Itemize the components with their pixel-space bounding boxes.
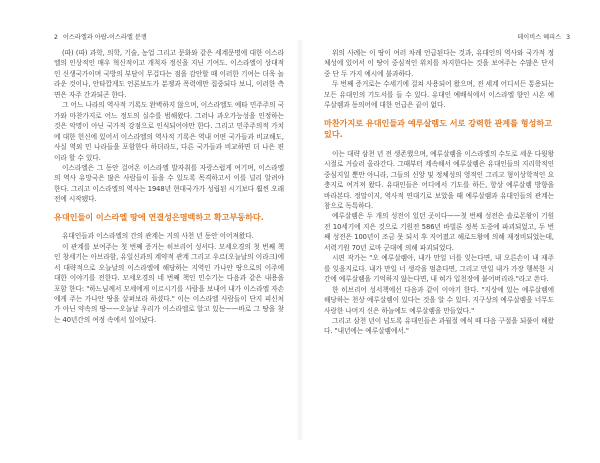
right-section-heading: 마찬가지로 유대인들과 예루살렘도 서로 강력한 관계를 형성하고 있다. (324, 117, 553, 140)
left-paragraph-1: (따) (따) 과학, 의학, 기술, 농업 그리고 문화와 같은 세계문명에 대한 이스라엘의 인상적인 매우 혁신적이고 개척자 정신을 지닌 기여도. 이스라엘이 상대적인 신생국가이며 국방의 부담이 무겁다는 점을 감안할 때 이러한 기여는 더욱 놀라운 것이나, 안타깝게도 언론보도가 분쟁과 폭력에만 집중되다 보니, 이러한 측면은 자주 간과되곤 한다. (54, 49, 284, 99)
right-paragraph-6: 한 히브리어 성서책에선 다음과 같이 이야기 한다. "지상에 있는 예루살렘에 해당하는 천상 예루살렘이 있다는 것을 알 수 있다. 지구상의 예루살렘을 너무도 사랑한 나머지 신은 하늘에도 예루살렘을 만들었다." (324, 285, 554, 315)
right-paragraph-4: 예루살렘은 두 개의 성전이 있던 곳이다——첫 번째 성전은 솔로몬왕이 기원전 10세기에 지은 것으로 기원전 586년 바빌론 정복 도중에 파괴되었고, 두 번째 성전은 100년이 조금 못 되서 후 지어졌고 헤로드왕에 의해 재정비되었는데, 서력기원 70년 로마 군대에 의해 파괴되었다. (324, 212, 554, 252)
left-paragraph-2: 그 어느 나라의 역사적 기록도 완벽하지 않으며, 이스라엘도 예타 민주주의 국가와 마찬가지로 어느 정도의 실수를 범해왔다. 그러나 과오가능성을 인정하는 것은 악명이 아닌 국가적 강점으로 인식되어야만 한다. 그리고 민주주의적 가치에 대한 헌신에 있어서 이스라엘의 역사적 기록은 역내 어떤 국가들과 비교해도, 사실 역외 민 나라들을 포함한다 하더라도, 다른 국가들과 비교하면 더 나은 편이라 할 수 있다. (54, 101, 284, 162)
left-paragraph-4: 유대인들과 이스라엘의 간의 관계는 거의 사천 년 동안 이어져왔다. (62, 232, 254, 241)
left-page-body (54, 48, 284, 325)
right-page-number: 3 (566, 34, 570, 41)
left-running-header (54, 32, 147, 41)
left-paragraph-3: 이스라엘은 그 동안 걸어온 이스라엘 발자취를 자랑스럽게 여기며, 이스라엘의 역사 유망국은 많은 사람들이 들을 수 있도록 목격하고서 이를 널리 알려야 한다. 그리고 이스라엘의 역사는 1948년 현대국가가 성립된 시기보다 훨씬 오래 전에 시작됐다. (54, 163, 284, 204)
right-running-title: 데이비스 헤피스 (517, 34, 562, 41)
left-running-title: 이스라엘과 아랍-이스라엘 분쟁 (62, 34, 147, 41)
left-paragraph-5: 이 관계를 보여주는 첫 번째 증거는 히브리어 성서다. 모세오경의 첫 번째 책인 창세기는 아브라함, 유일신과의 계약적 관계 그리고 우르(오늘날의 이라크)에서 대략적으로 오늘날의 이스라엘에 해당하는 지역인 가나안 땅으로의 이주에 대한 이야기를 전한다. 모세오경의 네 번째 책인 민수기는 다음과 같은 내용을 포함 한다: "하느님께서 모세에게 이르시기를 사람을 보내어 내가 이스라엘 자손에게 주는 가나안 땅을 살펴보라 하셨다." 이는 이스라엘 사람들이 단지 피신처가 아닌 약속의 땅——오늘날 우리가 이스라엘로 알고 있는——바로 그 땅을 찾는 40년간의 여정 속에서 일어났다. (54, 242, 284, 324)
right-paragraph-1: 위의 사례는 이 땅이 여러 차례 언급된다는 것과, 유대인의 역사와 국가적 정체성에 있어서 이 땅이 중심적인 위치를 차지한다는 것을 보여주는 수많은 단서 중 단 두 가지 예시에 불과하다. (324, 49, 554, 78)
right-paragraph-5: 시편 작가는 "오 예루살렘아, 내가 만일 너를 잊는다면, 내 오른손이 내 재주를 잊을지로다. 내가 만일 너 생각을 멈춘다면, 그리고 만일 내가 가장 행복한 시간에 예루살렘을 기억하지 않는다면, 내 혀가 입천장에 붙어버리라."라고 쓴다. (324, 254, 554, 284)
right-running-header (517, 32, 570, 41)
right-paragraph-2: 두 번째 증거로는 수세기에 걸쳐 사용되어 왔으며, 전 세계 어디서든 통용되는 모든 유대인의 기도서를 들 수 있다. 유대인 예배식에서 이스라엘 향인 시온 예루살렘과 동의어에 대한 언급은 끝이 없다. (324, 80, 554, 110)
left-page-number: 2 (54, 34, 58, 41)
right-paragraph-3: 이는 대략 삼천 년 전 생존했으며, 예루살렘을 이스라엘의 수도로 세운 다윗왕 시절로 거슬러 올라간다. 그때부터 계속해서 예루살렘은 유대인들의 지리학적인 중심지일 뿐만 아니라, 그들의 신앙 및 정체성의 영적인 그리고 형이상학적인 요충지로 여겨져 왔다. 유대인들은 어디에서 기도를 하든, 항상 예루살렘 방향을 바라본다. 정말이지, 역사적 연대기로 보았을 때 예루살렘과 유대인들의 관계는 참으로 독특하다. (324, 149, 554, 210)
right-paragraph-7: 그리고 삼천 년이 넘도록 유대인들은 과월절 예식 때 다음 구절을 되풀이 해왔다. "내년에는 예루살렘에서." (324, 316, 554, 336)
right-page (300, 0, 600, 463)
left-section-heading: 유대인들이 이스라엘 땅에 연결성은명백하고 확고부동하다. (54, 211, 264, 222)
right-page-body (324, 48, 554, 337)
